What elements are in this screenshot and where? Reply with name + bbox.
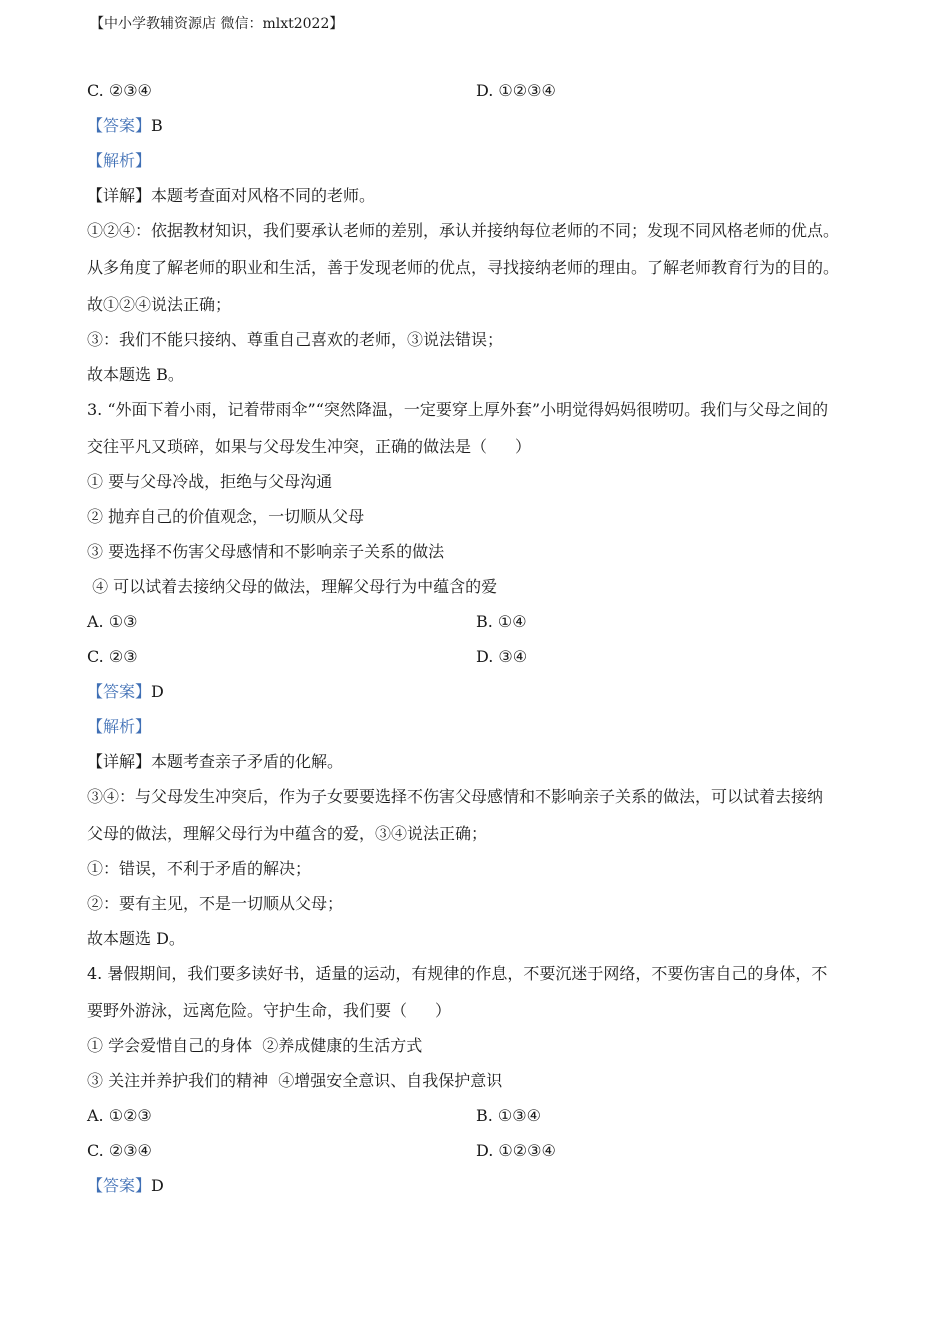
q4-answer <box>87 1176 164 1196</box>
answer-tag: 【答案】 <box>87 682 152 701</box>
answer-tag: 【答案】 <box>87 1176 152 1195</box>
answer-value: B <box>151 116 163 135</box>
q2-option-d: D. ①②③④ <box>476 81 556 100</box>
q2-explanation-2: ③：我们不能只接纳、尊重自己喜欢的老师，③说法错误； <box>87 330 504 349</box>
q3-stem-close: ） <box>515 437 532 456</box>
q4-stem-line-2 <box>87 1001 451 1021</box>
q3-conclusion: 故本题选 D。 <box>87 929 185 948</box>
q3-answer <box>87 682 164 702</box>
q3-option-b: B. ①④ <box>476 612 527 631</box>
q4-option-a: A. ①②③ <box>87 1106 152 1125</box>
q3-item-3: ③ 要选择不伤害父母感情和不影响亲子关系的做法 <box>87 542 445 561</box>
q3-explanation-1b: 父母的做法，理解父母行为中蕴含的爱，③④说法正确； <box>87 824 488 843</box>
q3-explanation-2: ①：错误，不利于矛盾的解决； <box>87 859 312 878</box>
q3-option-d: D. ③④ <box>476 647 528 666</box>
q3-stem-text: 交往平凡又琐碎，如果与父母发生冲突，正确的做法是（ <box>87 437 488 456</box>
q2-conclusion: 故本题选 B。 <box>87 365 184 384</box>
q4-items-1: ① 学会爱惜自己的身体 ②养成健康的生活方式 <box>87 1036 423 1055</box>
q4-option-b: B. ①③④ <box>476 1106 541 1125</box>
q2-explanation-1c: 故①②④说法正确； <box>87 295 232 314</box>
q3-item-2: ② 抛弃自己的价值观念，一切顺从父母 <box>87 507 365 526</box>
q4-option-c: C. ②③④ <box>87 1141 152 1160</box>
q3-option-a: A. ①③ <box>87 612 138 631</box>
answer-tag: 【答案】 <box>87 116 152 135</box>
q4-option-d: D. ①②③④ <box>476 1141 556 1160</box>
q4-stem-text: 要野外游泳，远离危险。守护生命，我们要（ <box>87 1001 408 1020</box>
q2-option-c: C. ②③④ <box>87 81 152 100</box>
answer-value: D <box>151 682 164 701</box>
q4-stem-line-1: 4. 暑假期间，我们要多读好书，适量的运动，有规律的作息，不要沉迷于网络，不要伤害自己的身体，不 <box>87 964 828 983</box>
q3-detail: 【详解】本题考查亲子矛盾的化解。 <box>87 752 344 771</box>
q2-answer <box>87 116 163 136</box>
q3-item-1: ① 要与父母冷战，拒绝与父母沟通 <box>87 472 333 491</box>
q2-detail: 【详解】本题考查面对风格不同的老师。 <box>87 186 376 205</box>
q3-stem-line-2 <box>87 437 531 457</box>
q2-explanation-1b: 从多角度了解老师的职业和生活，善于发现老师的优点，寻找接纳老师的理由。了解老师教育行为的目的。 <box>87 258 840 277</box>
answer-value: D <box>151 1176 164 1195</box>
q3-explanation-1a: ③④：与父母发生冲突后，作为子女要要选择不伤害父母感情和不影响亲子关系的做法，可以试着去接纳 <box>87 787 824 806</box>
q3-analysis-tag: 【解析】 <box>87 717 152 736</box>
page-header: 【中小学教辅资源店 微信：mlxt2022】 <box>90 16 344 32</box>
q4-items-2: ③ 关注并养护我们的精神 ④增强安全意识、自我保护意识 <box>87 1071 503 1090</box>
q3-option-c: C. ②③ <box>87 647 138 666</box>
q3-stem-line-1: 3. “外面下着小雨，记着带雨伞”“突然降温，一定要穿上厚外套”小明觉得妈妈很唠叨。我们与父母之间的 <box>87 400 829 419</box>
q2-explanation-1a: ①②④：依据教材知识，我们要承认老师的差别，承认并接纳每位老师的不同；发现不同风格老师的优点。 <box>87 221 840 240</box>
q4-stem-close: ） <box>435 1001 452 1020</box>
q3-item-4: ④ 可以试着去接纳父母的做法，理解父母行为中蕴含的爱 <box>87 577 498 596</box>
q2-analysis-tag: 【解析】 <box>87 151 152 170</box>
q3-explanation-3: ②：要有主见，不是一切顺从父母； <box>87 894 344 913</box>
